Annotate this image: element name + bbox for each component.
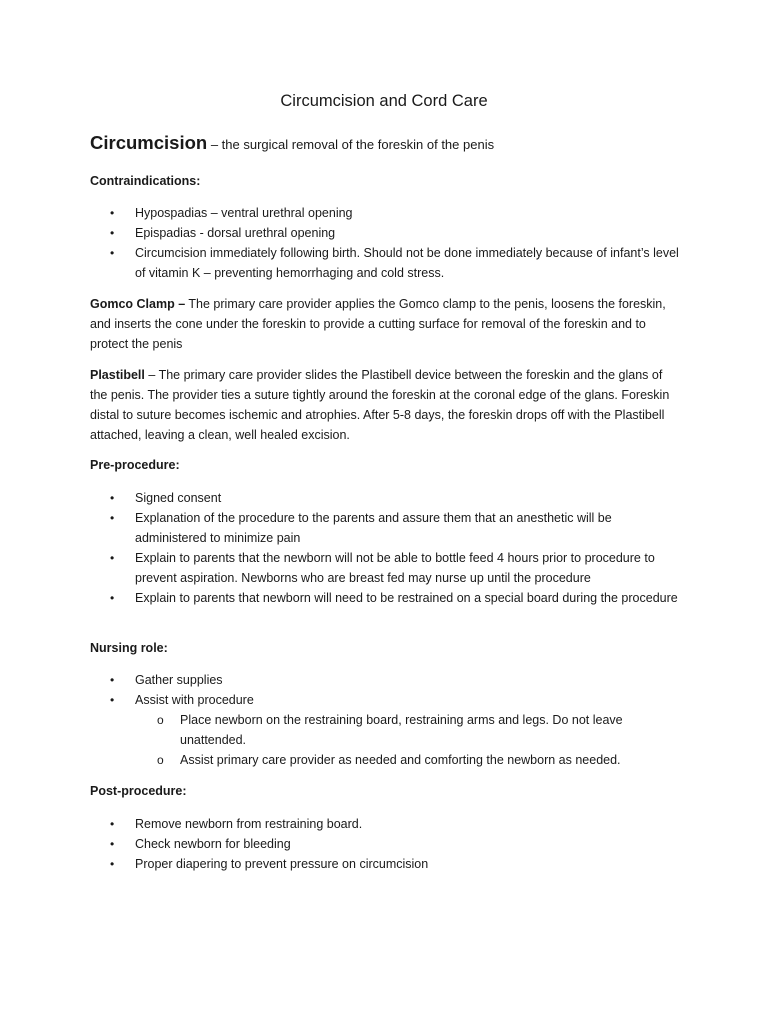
list-item <box>90 488 680 508</box>
list-item-text: Epispadias - dorsal urethral opening <box>135 226 336 240</box>
nursing-role-sublist <box>135 710 680 770</box>
post-procedure-heading: Post-procedure: <box>90 784 187 798</box>
pre-procedure-heading: Pre-procedure: <box>90 458 180 472</box>
bullet-icon: • <box>110 491 115 505</box>
list-item-text: Explanation of the procedure to the parents and assure them that an anesthetic will be administered to minimize pain <box>135 511 612 545</box>
bullet-icon: • <box>110 206 115 220</box>
list-item <box>90 223 680 243</box>
list-item-text: Assist with procedure <box>135 693 254 707</box>
list-item <box>90 690 680 770</box>
list-item <box>90 588 680 608</box>
list-item-text: Check newborn for bleeding <box>135 837 291 851</box>
list-item <box>90 508 680 548</box>
list-item-text: Gather supplies <box>135 673 223 687</box>
list-item-text: Hypospadias – ventral urethral opening <box>135 206 353 220</box>
bullet-icon: • <box>110 817 115 831</box>
bullet-icon: • <box>110 551 115 565</box>
bullet-icon: • <box>110 837 115 851</box>
list-item <box>90 243 680 283</box>
circle-bullet-icon: o <box>157 753 164 767</box>
list-item-text: Explain to parents that the newborn will not be able to bottle feed 4 hours prior to procedure to prevent aspiration. Newborns who are breast fed may nurse up until the procedure <box>135 551 655 585</box>
circumcision-definition <box>90 132 680 154</box>
list-item <box>90 854 680 874</box>
sub-list-item-text: Place newborn on the restraining board, restraining arms and legs. Do not leave unattended. <box>180 713 623 747</box>
list-item <box>90 548 680 588</box>
definition-term: Circumcision <box>90 132 208 153</box>
list-item-text: Circumcision immediately following birth. Should not be done immediately because of infant’s level of vitamin K – preventing hemorrhaging and cold stress. <box>135 246 679 280</box>
list-item-text: Explain to parents that newborn will need to be restrained on a special board during the procedure <box>135 591 678 605</box>
contraindications-heading: Contraindications: <box>90 174 201 188</box>
nursing-role-heading: Nursing role: <box>90 641 168 655</box>
nursing-role-list <box>90 670 680 770</box>
bullet-icon: • <box>110 591 115 605</box>
contraindications-list <box>90 203 680 283</box>
gomco-clamp-text: The primary care provider applies the Gomco clamp to the penis, loosens the foreskin, and inserts the cone under the foreskin to provide a cutting surface for removal of the foreskin and to protect the penis <box>90 297 666 351</box>
post-procedure-list <box>90 814 680 874</box>
document-title: Circumcision and Cord Care <box>280 92 488 110</box>
pre-procedure-list <box>90 488 680 608</box>
plastibell-text: – The primary care provider slides the Plastibell device between the foreskin and the glans of the penis. The provider ties a suture tightly around the foreskin at the coronal edge of the glans. Foreskin distal to suture becomes ischemic and atrophies. After 5-8 days, the foreskin drops off with the Plastibell attached, leaving a clean, well healed excision. <box>90 368 670 442</box>
plastibell-lead: Plastibell <box>90 368 145 382</box>
list-item-text: Signed consent <box>135 491 222 505</box>
bullet-icon: • <box>110 857 115 871</box>
bullet-icon: • <box>110 246 115 260</box>
list-item <box>90 834 680 854</box>
list-item-text: Proper diapering to prevent pressure on circumcision <box>135 857 429 871</box>
circle-bullet-icon: o <box>157 713 164 727</box>
plastibell-paragraph <box>90 365 680 445</box>
list-item <box>90 670 680 690</box>
sub-list-item <box>135 750 680 770</box>
list-item-text: Remove newborn from restraining board. <box>135 817 363 831</box>
bullet-icon: • <box>110 693 115 707</box>
gomco-clamp-lead: Gomco Clamp – <box>90 297 186 311</box>
list-item <box>90 203 680 223</box>
sub-list-item-text: Assist primary care provider as needed and comforting the newborn as needed. <box>180 753 621 767</box>
list-item <box>90 814 680 834</box>
gomco-clamp-paragraph <box>90 294 680 354</box>
definition-text: – the surgical removal of the foreskin of the penis <box>207 137 495 152</box>
sub-list-item <box>135 710 680 750</box>
bullet-icon: • <box>110 673 115 687</box>
bullet-icon: • <box>110 226 115 240</box>
bullet-icon: • <box>110 511 115 525</box>
